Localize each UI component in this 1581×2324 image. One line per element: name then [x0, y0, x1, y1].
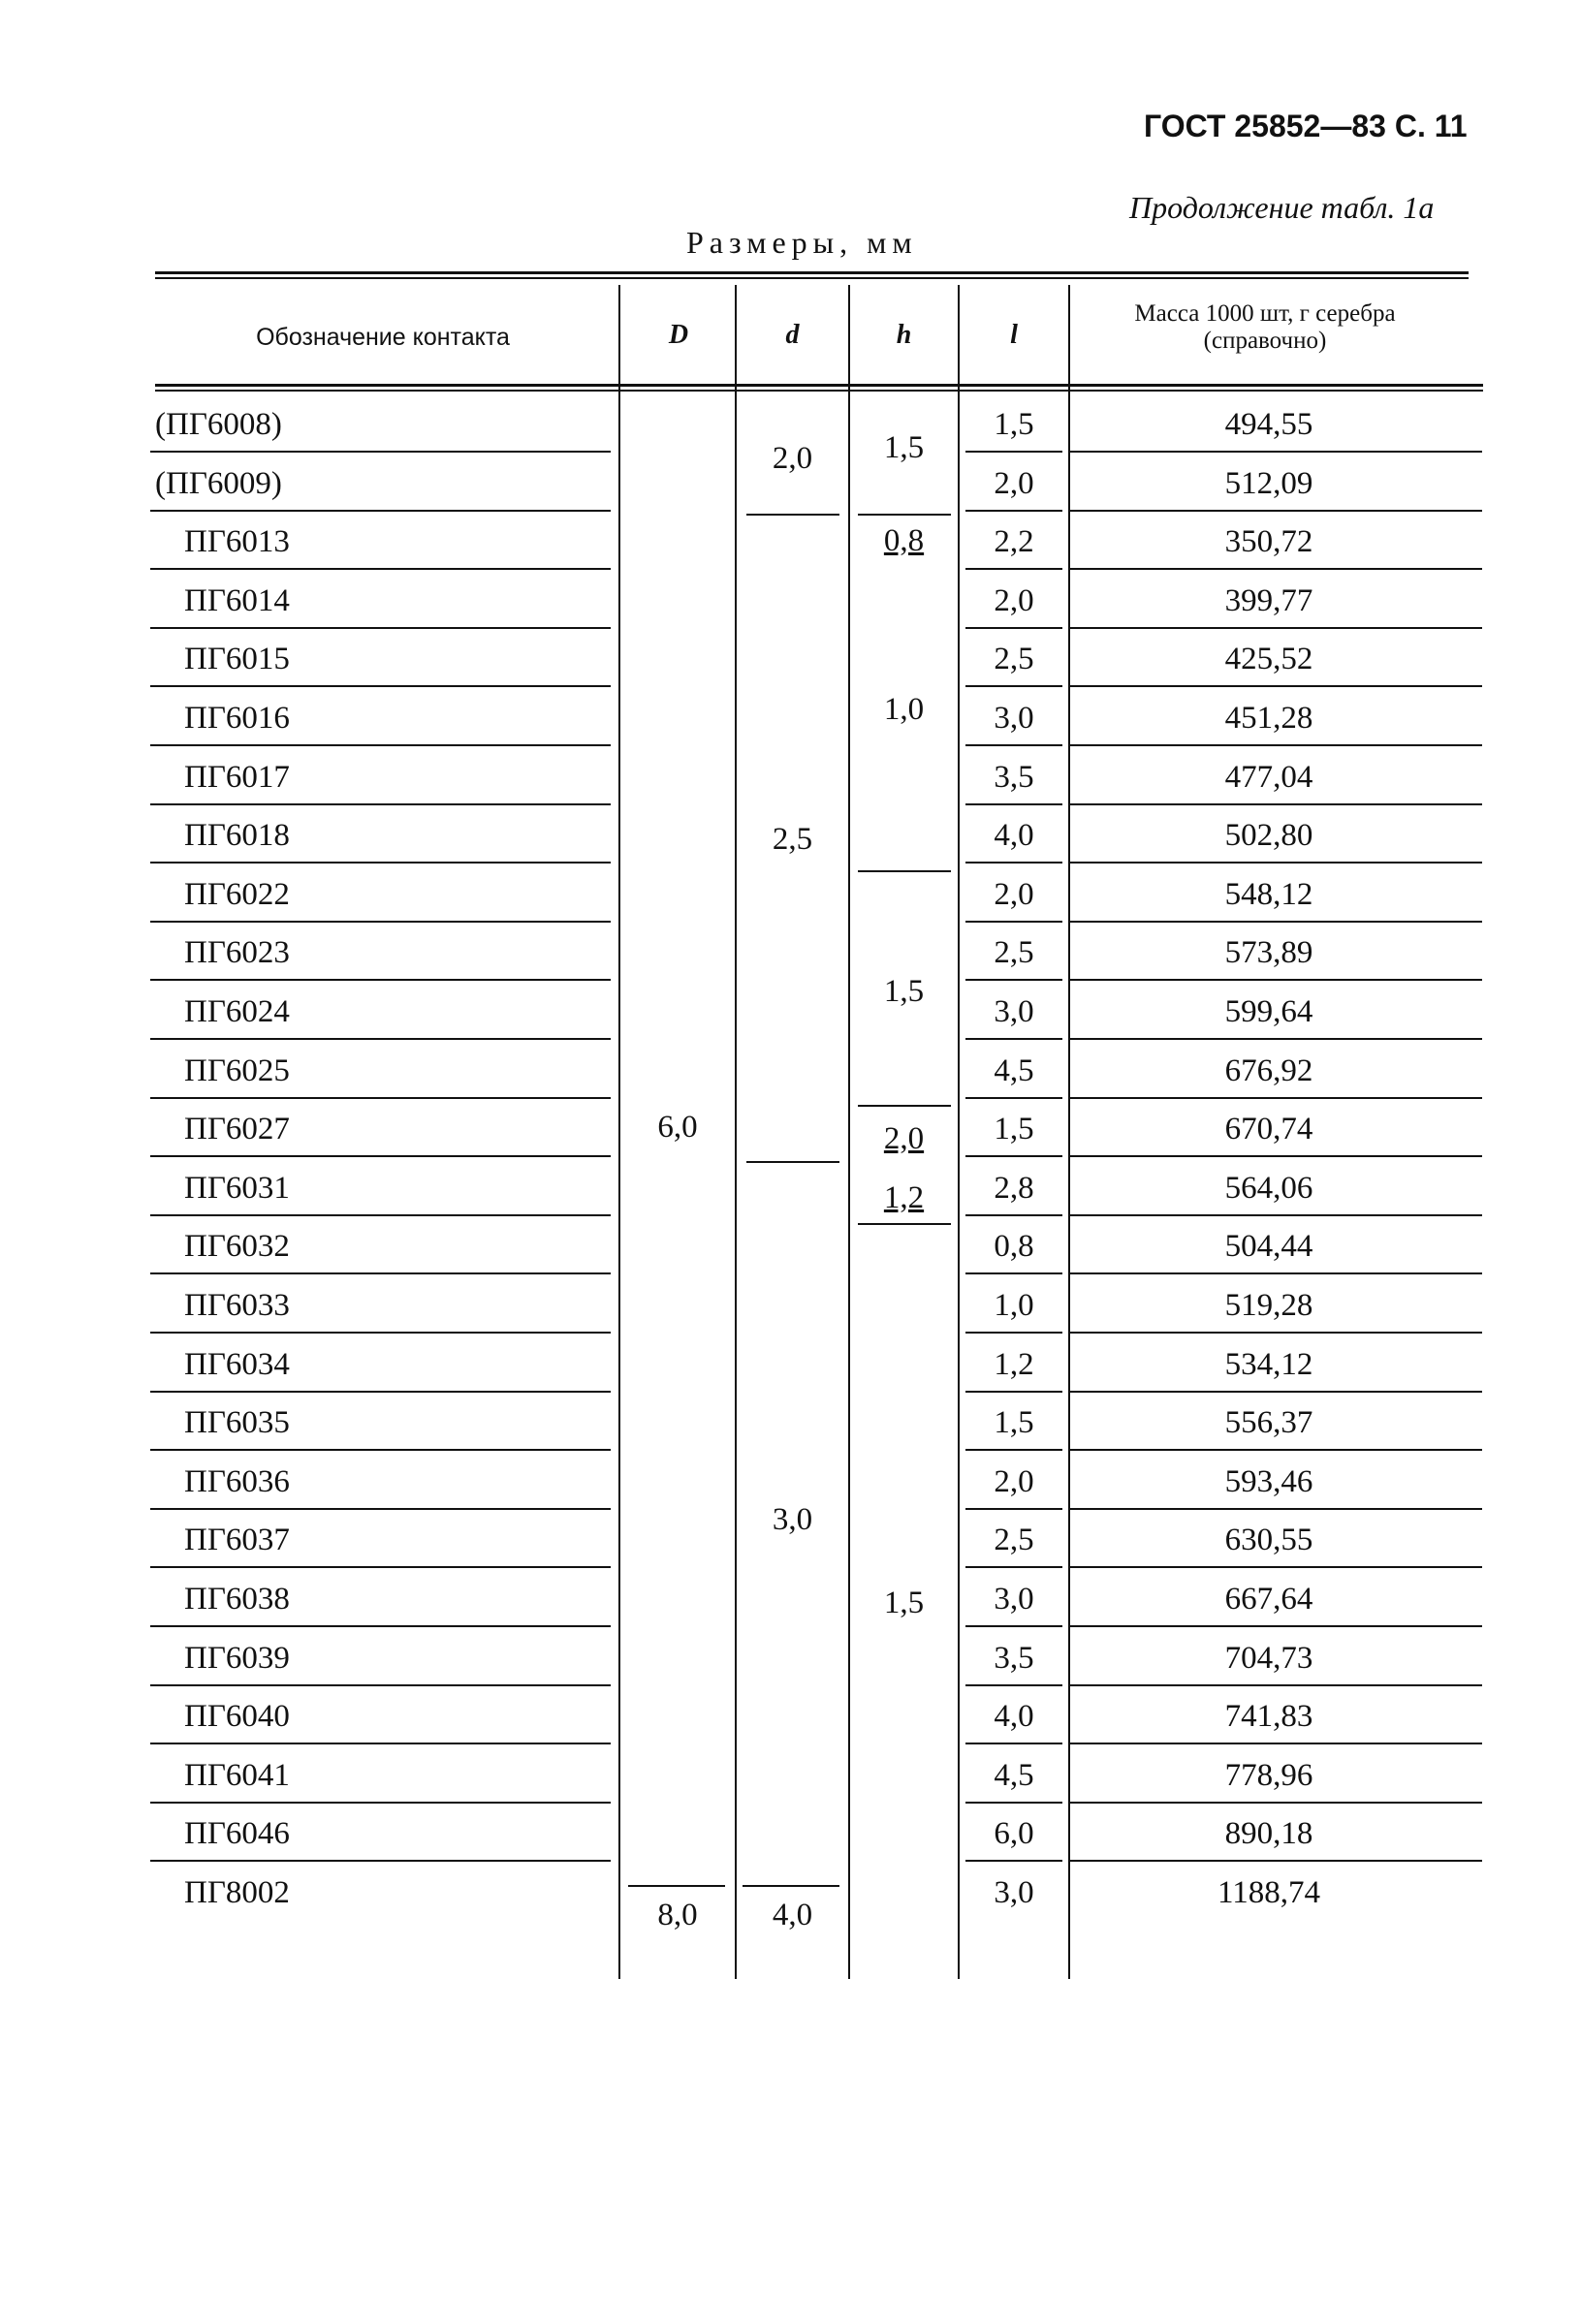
- row-rule: [150, 568, 611, 570]
- row-mass-value: 778,96: [1224, 1757, 1313, 1793]
- row-l-value: 4,5: [994, 1757, 1034, 1793]
- continuation-label: Продолжение табл. 1а: [1129, 190, 1435, 225]
- merged-h-b: 0,8: [883, 523, 925, 558]
- row-rule: [1070, 862, 1482, 864]
- row-mass-value: 504,44: [1224, 1229, 1313, 1265]
- row-rule: [150, 979, 611, 981]
- row-rule: [965, 1449, 1062, 1451]
- row-rule: [1070, 1038, 1482, 1040]
- row-rule: [965, 510, 1062, 512]
- row-l-value: 3,0: [994, 994, 1034, 1029]
- row-rule: [150, 862, 611, 864]
- row-rule: [150, 1332, 611, 1334]
- row-rule: [150, 1508, 611, 1510]
- row-l-value: 1,5: [994, 1112, 1034, 1147]
- row-designation: ПГ6031: [184, 1170, 290, 1206]
- col-header-designation: Обозначение контакта: [256, 324, 510, 351]
- row-mass-value: 676,92: [1224, 1052, 1313, 1088]
- h-split-rule-3: [858, 1105, 951, 1107]
- row-mass-value: 599,64: [1224, 994, 1313, 1029]
- row-rule: [150, 451, 611, 453]
- row-rule: [1070, 921, 1482, 923]
- merged-d-a: 2,0: [772, 441, 813, 476]
- row-mass-value: 548,12: [1224, 876, 1313, 912]
- row-rule: [1070, 744, 1482, 746]
- row-l-value: 4,0: [994, 818, 1034, 854]
- row-rule: [965, 803, 1062, 805]
- row-designation: ПГ8002: [184, 1875, 290, 1910]
- row-rule: [965, 1802, 1062, 1804]
- row-designation: ПГ6046: [184, 1816, 290, 1852]
- dimensions-subtitle: Размеры, мм: [686, 225, 918, 260]
- row-l-value: 1,5: [994, 1405, 1034, 1441]
- merged-D-main: 6,0: [657, 1110, 698, 1145]
- merged-d-c: 3,0: [772, 1502, 813, 1537]
- row-rule: [1070, 979, 1482, 981]
- row-designation: ПГ6039: [184, 1640, 290, 1676]
- merged-d-b: 2,5: [772, 822, 813, 857]
- row-rule: [1070, 568, 1482, 570]
- col-rule-d-left: [735, 285, 737, 1979]
- row-rule: [965, 744, 1062, 746]
- row-designation: ПГ6035: [184, 1405, 290, 1441]
- row-rule: [150, 627, 611, 629]
- row-designation: ПГ6037: [184, 1523, 290, 1558]
- row-rule: [965, 921, 1062, 923]
- row-rule: [150, 1038, 611, 1040]
- row-rule: [150, 744, 611, 746]
- row-rule: [150, 1860, 611, 1862]
- row-rule: [150, 1684, 611, 1686]
- row-l-value: 3,0: [994, 1875, 1034, 1910]
- row-l-value: 3,5: [994, 1640, 1034, 1676]
- row-designation: ПГ6032: [184, 1229, 290, 1265]
- row-designation: ПГ6013: [184, 524, 290, 560]
- row-designation: ПГ6024: [184, 994, 290, 1029]
- d-split-rule-1: [746, 514, 839, 516]
- col-header-mass: [1071, 300, 1459, 355]
- row-rule: [150, 1391, 611, 1393]
- row-mass-value: 1188,74: [1217, 1875, 1321, 1910]
- row-l-value: 3,5: [994, 759, 1034, 795]
- row-rule: [1070, 1625, 1482, 1627]
- col-header-h: h: [896, 320, 912, 350]
- row-mass-value: 477,04: [1224, 759, 1313, 795]
- row-designation: ПГ6033: [184, 1288, 290, 1323]
- row-rule: [150, 803, 611, 805]
- row-rule: [965, 1155, 1062, 1157]
- row-rule: [150, 1214, 611, 1216]
- row-designation: ПГ6041: [184, 1757, 290, 1793]
- row-l-value: 2,0: [994, 582, 1034, 618]
- row-mass-value: 667,64: [1224, 1582, 1313, 1617]
- row-designation: ПГ6015: [184, 642, 290, 677]
- row-rule: [965, 1214, 1062, 1216]
- row-mass-value: 593,46: [1224, 1463, 1313, 1499]
- row-mass-value: 670,74: [1224, 1112, 1313, 1147]
- row-designation: (ПГ6009): [155, 465, 282, 501]
- row-rule: [1070, 1332, 1482, 1334]
- row-rule: [965, 979, 1062, 981]
- row-rule: [1070, 685, 1482, 687]
- standard-header: ГОСТ 25852—83 С. 11: [1144, 109, 1468, 143]
- h-split-rule-2: [858, 870, 951, 872]
- row-mass-value: 890,18: [1224, 1816, 1313, 1852]
- row-rule: [1070, 1097, 1482, 1099]
- row-rule: [965, 627, 1062, 629]
- row-rule: [150, 1097, 611, 1099]
- row-rule: [150, 1272, 611, 1274]
- row-rule: [1070, 451, 1482, 453]
- row-designation: ПГ6022: [184, 876, 290, 912]
- row-mass-value: 399,77: [1224, 582, 1313, 618]
- row-rule: [1070, 1508, 1482, 1510]
- row-rule: [1070, 1684, 1482, 1686]
- merged-h-e: 2,0: [883, 1121, 925, 1156]
- row-designation: (ПГ6008): [155, 407, 282, 442]
- row-l-value: 2,2: [994, 524, 1034, 560]
- row-rule: [150, 510, 611, 512]
- row-rule: [150, 1566, 611, 1568]
- row-rule: [965, 1508, 1062, 1510]
- row-designation: ПГ6025: [184, 1052, 290, 1088]
- row-mass-value: 704,73: [1224, 1640, 1313, 1676]
- row-rule: [1070, 1802, 1482, 1804]
- row-mass-value: 556,37: [1224, 1405, 1313, 1441]
- row-rule: [965, 1097, 1062, 1099]
- merged-h-g: 1,5: [883, 1586, 925, 1620]
- row-mass-value: 741,83: [1224, 1699, 1313, 1735]
- row-rule: [965, 1332, 1062, 1334]
- row-l-value: 4,5: [994, 1052, 1034, 1088]
- row-rule: [1070, 1391, 1482, 1393]
- merged-h-d: 1,5: [883, 974, 925, 1009]
- row-designation: ПГ6017: [184, 759, 290, 795]
- row-rule: [965, 568, 1062, 570]
- header-bottom-rule-2: [155, 390, 1483, 392]
- row-mass-value: 564,06: [1224, 1170, 1313, 1206]
- row-rule: [1070, 1743, 1482, 1744]
- col-header-D: D: [668, 320, 689, 350]
- row-l-value: 1,5: [994, 407, 1034, 442]
- header-bottom-rule: [155, 384, 1483, 387]
- row-rule: [150, 685, 611, 687]
- row-l-value: 3,0: [994, 1582, 1034, 1617]
- row-rule: [965, 1038, 1062, 1040]
- row-rule: [965, 685, 1062, 687]
- row-rule: [965, 1272, 1062, 1274]
- row-rule: [1070, 627, 1482, 629]
- row-rule: [1070, 803, 1482, 805]
- row-designation: ПГ6014: [184, 582, 290, 618]
- row-rule: [150, 1802, 611, 1804]
- row-rule: [965, 1566, 1062, 1568]
- row-mass-value: 534,12: [1224, 1346, 1313, 1382]
- row-l-value: 1,2: [994, 1346, 1034, 1382]
- table-top-rule-2: [155, 277, 1469, 279]
- row-rule: [965, 451, 1062, 453]
- row-rule: [965, 1743, 1062, 1744]
- row-designation: ПГ6018: [184, 818, 290, 854]
- row-mass-value: 494,55: [1224, 407, 1313, 442]
- row-rule: [965, 862, 1062, 864]
- table-top-rule: [155, 271, 1469, 274]
- row-designation: ПГ6038: [184, 1582, 290, 1617]
- merged-h-a: 1,5: [883, 430, 925, 465]
- row-l-value: 0,8: [994, 1229, 1034, 1265]
- row-rule: [1070, 1566, 1482, 1568]
- row-mass-value: 350,72: [1224, 524, 1313, 560]
- row-mass-value: 573,89: [1224, 935, 1313, 971]
- row-mass-value: 630,55: [1224, 1523, 1313, 1558]
- row-rule: [965, 1625, 1062, 1627]
- row-l-value: 6,0: [994, 1816, 1034, 1852]
- row-rule: [1070, 1272, 1482, 1274]
- row-rule: [1070, 1214, 1482, 1216]
- row-rule: [150, 1743, 611, 1744]
- row-rule: [1070, 510, 1482, 512]
- row-l-value: 2,5: [994, 935, 1034, 971]
- row-mass-value: 519,28: [1224, 1288, 1313, 1323]
- d-split-rule-3: [743, 1885, 839, 1887]
- row-l-value: 2,5: [994, 1523, 1034, 1558]
- h-split-rule-4: [858, 1223, 951, 1225]
- row-rule: [965, 1391, 1062, 1393]
- row-mass-value: 502,80: [1224, 818, 1313, 854]
- row-designation: ПГ6023: [184, 935, 290, 971]
- D-split-rule: [628, 1885, 725, 1887]
- d-split-rule-2: [746, 1161, 839, 1163]
- row-l-value: 2,0: [994, 1463, 1034, 1499]
- row-l-value: 2,8: [994, 1170, 1034, 1206]
- merged-d-last: 4,0: [772, 1898, 813, 1932]
- merged-h-f: 1,2: [883, 1180, 925, 1215]
- col-header-l: l: [1010, 320, 1018, 350]
- row-rule: [150, 1155, 611, 1157]
- row-rule: [150, 1625, 611, 1627]
- row-designation: ПГ6034: [184, 1346, 290, 1382]
- row-designation: ПГ6016: [184, 701, 290, 736]
- row-rule: [965, 1860, 1062, 1862]
- row-rule: [150, 1449, 611, 1451]
- col-header-mass-line2: (справочно): [1203, 328, 1327, 354]
- row-l-value: 1,0: [994, 1288, 1034, 1323]
- row-rule: [1070, 1155, 1482, 1157]
- row-l-value: 2,0: [994, 465, 1034, 501]
- row-designation: ПГ6040: [184, 1699, 290, 1735]
- row-mass-value: 451,28: [1224, 701, 1313, 736]
- row-rule: [1070, 1449, 1482, 1451]
- h-split-rule-1: [858, 514, 951, 516]
- row-mass-value: 425,52: [1224, 642, 1313, 677]
- row-rule: [965, 1684, 1062, 1686]
- merged-D-last: 8,0: [657, 1898, 698, 1932]
- row-rule: [150, 921, 611, 923]
- col-header-d: d: [785, 320, 800, 350]
- row-l-value: 2,5: [994, 642, 1034, 677]
- row-l-value: 4,0: [994, 1699, 1034, 1735]
- row-mass-value: 512,09: [1224, 465, 1313, 501]
- row-l-value: 2,0: [994, 876, 1034, 912]
- col-header-mass-line1: Масса 1000 шт, г серебра: [1134, 300, 1396, 327]
- row-l-value: 3,0: [994, 701, 1034, 736]
- row-designation: ПГ6027: [184, 1112, 290, 1147]
- merged-h-c: 1,0: [883, 692, 925, 727]
- row-rule: [1070, 1860, 1482, 1862]
- row-designation: ПГ6036: [184, 1463, 290, 1499]
